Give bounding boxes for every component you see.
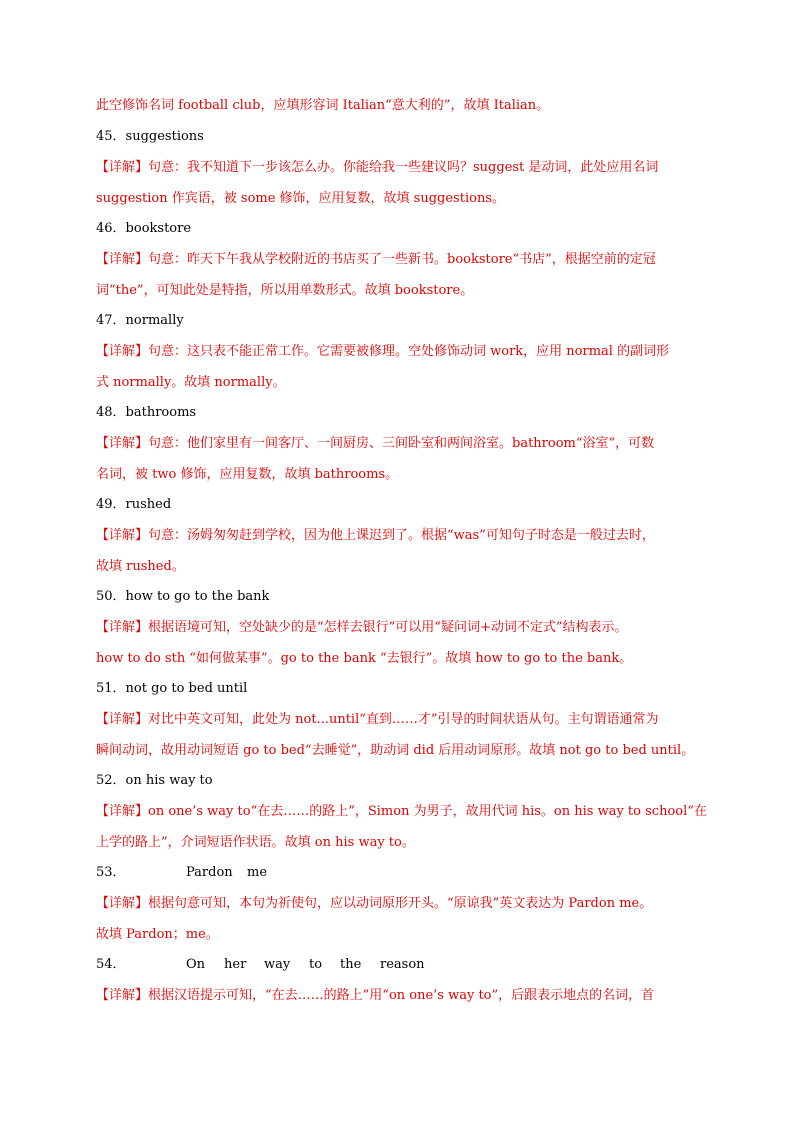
- answer-number: 53．: [96, 865, 126, 880]
- answer-word: Pardon: [186, 865, 233, 880]
- answer-word: On: [186, 957, 206, 972]
- explanation-line: 【详解】句意：昨天下午我从学校附近的书店买了一些新书。bookstore“书店”，根据空前的定冠: [96, 252, 656, 267]
- answer-word: the: [340, 957, 362, 972]
- explanation-line: 瞬间动词，故用动词短语 go to bed“去睡觉”，助动词 did 后用动词原形。故填 not go to bed until。: [96, 743, 695, 758]
- answer-word: her: [224, 957, 247, 972]
- explanation-line: 名词，被 two 修饰，应用复数，故填 bathrooms。: [96, 467, 399, 482]
- answer-word: way: [264, 957, 291, 972]
- explanation-line: 式 normally。故填 normally。: [96, 375, 286, 390]
- answer-52: 52．on his way to: [96, 773, 213, 788]
- answer-47: 47．normally: [96, 313, 184, 328]
- answer-word: reason: [380, 957, 425, 972]
- answer-51: 51．not go to bed until: [96, 681, 248, 696]
- text-line: 此空修饰名词 football club，应填形容词 Italian“意大利的”，故填 Italian。: [96, 98, 550, 113]
- answer-46: 46．bookstore: [96, 221, 192, 236]
- explanation-line: 故填 Pardon；me。: [96, 927, 219, 942]
- answer-54: [96, 956, 706, 974]
- answer-45: 45．suggestions: [96, 129, 204, 144]
- explanation-line: 【详解】on one’s way to“在去……的路上”，Simon 为男子，故用代词 his。on his way to school“在: [96, 804, 707, 819]
- answer-number: 54．: [96, 957, 126, 972]
- explanation-line: 故填 rushed。: [96, 559, 185, 574]
- answer-49: 49．rushed: [96, 497, 172, 512]
- explanation-line: 【详解】句意：汤姆匆匆赶到学校，因为他上课迟到了。根据“was”可知句子时态是一般过去时，: [96, 528, 655, 543]
- explanation-line: 词“the”，可知此处是特指，所以用单数形式。故填 bookstore。: [96, 283, 474, 298]
- explanation-line: 上学的路上”，介词短语作状语。故填 on his way to。: [96, 835, 415, 850]
- answer-48: 48．bathrooms: [96, 405, 197, 420]
- answer-53: [96, 864, 706, 882]
- answer-50: 50．how to go to the bank: [96, 589, 270, 604]
- explanation-line: 【详解】根据语境可知，空处缺少的是“怎样去银行”可以用“疑问词+动词不定式”结构表示。: [96, 620, 628, 635]
- answer-word: to: [309, 957, 323, 972]
- answer-word: me: [247, 865, 268, 880]
- explanation-line: 【详解】句意：这只表不能正常工作。它需要被修理。空处修饰动词 work，应用 normal 的副词形: [96, 344, 670, 359]
- explanation-line: 【详解】根据汉语提示可知，“在去……的路上”用“on one’s way to”，后跟表示地点的名词，首: [96, 988, 655, 1003]
- explanation-line: 【详解】对比中英文可知，此处为 not...until“直到……才”引导的时间状语从句。主句谓语通常为: [96, 712, 659, 727]
- explanation-line: 【详解】根据句意可知，本句为祈使句，应以动词原形开头。“原谅我”英文表达为 Pardon me。: [96, 896, 653, 911]
- explanation-line: how to do sth “如何做某事”。go to the bank “去银行”。故填 how to go to the bank。: [96, 651, 633, 666]
- explanation-line: suggestion 作宾语，被 some 修饰，应用复数，故填 suggestions。: [96, 191, 505, 206]
- explanation-line: 【详解】句意：我不知道下一步该怎么办。你能给我一些建议吗？suggest 是动词，此处应用名词: [96, 160, 659, 175]
- explanation-line: 【详解】句意：他们家里有一间客厅、一间厨房、三间卧室和两间浴室。bathroom“浴室”，可数: [96, 436, 655, 451]
